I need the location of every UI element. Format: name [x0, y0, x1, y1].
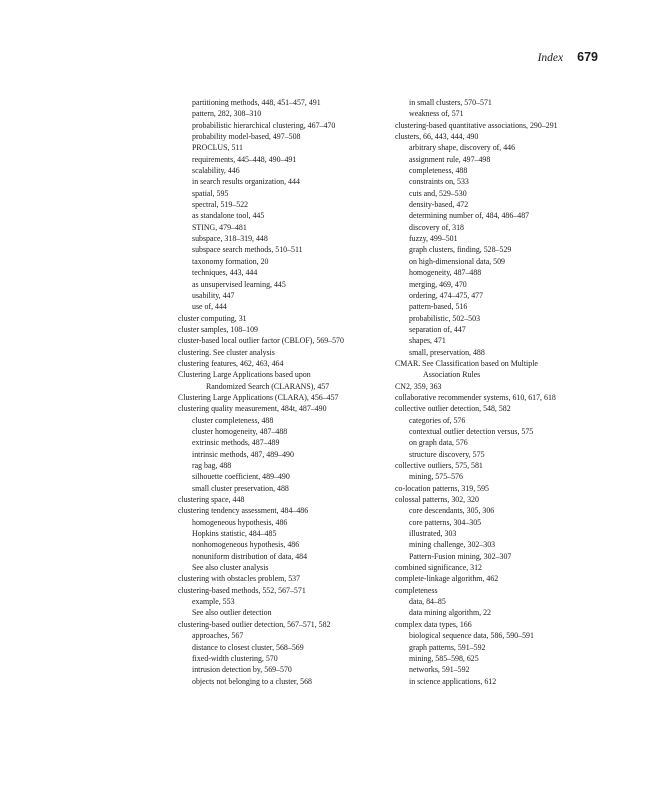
- index-column-right: [395, 97, 610, 687]
- index-entry: CN2, 359, 363: [395, 381, 442, 391]
- index-subentry: on high-dimensional data, 509: [409, 256, 505, 266]
- index-subentry: as standalone tool, 445: [192, 211, 265, 221]
- index-entry: clustering with obstacles problem, 537: [178, 574, 301, 584]
- index-subentry: pattern-based, 516: [409, 302, 468, 312]
- index-subentry: cuts and, 529–530: [409, 188, 467, 198]
- index-entry: complete-linkage algorithm, 462: [395, 574, 499, 584]
- index-entry: cluster-based local outlier factor (CBLOF), 569–570: [178, 336, 344, 346]
- index-subentry: extrinsic methods, 487–489: [192, 438, 280, 448]
- index-entry: Clustering Large Applications based upon: [178, 370, 311, 380]
- index-subentry: graph clusters, finding, 528–529: [409, 245, 512, 255]
- index-subentry: in search results organization, 444: [192, 177, 300, 187]
- index-entry: clustering-based methods, 552, 567–571: [178, 585, 306, 595]
- index-entry: clustering tendency assessment, 484–486: [178, 506, 309, 516]
- index-subentry: categories of, 576: [409, 415, 466, 425]
- index-subentry: techniques, 443, 444: [192, 268, 258, 278]
- index-subentry: taxonomy formation, 20: [192, 256, 269, 266]
- index-entry: clustering quality measurement, 484t, 487–490: [178, 404, 327, 414]
- index-subentry: small cluster preservation, 488: [192, 483, 289, 493]
- index-entry: complex data types, 166: [395, 619, 472, 629]
- index-entry: clustering-based outlier detection, 567–571, 582: [178, 619, 331, 629]
- index-subentry: graph patterns, 591–592: [409, 642, 486, 652]
- index-subentry: example, 553: [192, 597, 235, 607]
- index-subentry: arbitrary shape, discovery of, 446: [409, 143, 516, 153]
- index-label: Index: [537, 52, 564, 64]
- index-entry: Clustering Large Applications (CLARA), 456–457: [178, 392, 339, 402]
- index-entry: completeness: [395, 585, 438, 595]
- index-subentry: rag bag, 488: [192, 461, 232, 470]
- index-subentry: in science applications, 612: [409, 676, 497, 686]
- index-subentry: assignment rule, 497–498: [409, 154, 491, 164]
- index-subentry: objects not belonging to a cluster, 568: [192, 676, 312, 686]
- index-entry: co-location patterns, 319, 595: [395, 483, 490, 493]
- index-subentry: contextual outlier detection versus, 575: [409, 426, 534, 436]
- index-subentry: spatial, 595: [192, 188, 229, 198]
- index-subentry: use of, 444: [192, 302, 227, 312]
- index-subentry: data, 84–85: [409, 597, 446, 607]
- index-subentry: on graph data, 576: [409, 438, 468, 448]
- index-subentry: mining challenge, 302–303: [409, 540, 496, 550]
- index-subentry: merging, 469, 470: [409, 279, 467, 289]
- index-subentry: completeness, 488: [409, 166, 468, 176]
- index-subentry: subspace search methods, 510–511: [192, 245, 303, 255]
- index-entry: clustering space, 448: [178, 495, 245, 505]
- index-subentry: constraints on, 533: [409, 177, 469, 187]
- index-subentry: partitioning methods, 448, 451–457, 491: [192, 98, 321, 107]
- index-subentry: biological sequence data, 586, 590–591: [409, 631, 534, 641]
- index-subentry: probabilistic, 502–503: [409, 313, 481, 323]
- index-subentry: structure discovery, 575: [409, 449, 485, 459]
- index-subentry: probabilistic hierarchical clustering, 467–470: [192, 120, 336, 130]
- index-subentry: in small clusters, 570–571: [409, 98, 492, 107]
- index-entry: combined significance, 312: [395, 563, 482, 573]
- index-subentry: intrinsic methods, 487, 489–490: [192, 449, 294, 459]
- index-subentry: as unsupervised learning, 445: [192, 279, 286, 289]
- index-subentry: weakness of, 571: [409, 109, 464, 119]
- index-subentry: discovery of, 318: [409, 222, 465, 232]
- index-subentry: PROCLUS, 511: [192, 143, 244, 153]
- index-subentry: Randomized Search (CLARANS), 457: [206, 381, 330, 391]
- index-subentry: illustrated, 303: [409, 529, 457, 539]
- index-subentry: fuzzy, 499–501: [409, 234, 458, 244]
- index-subentry: probability model-based, 497–508: [192, 132, 301, 142]
- index-subentry: approaches, 567: [192, 631, 244, 641]
- index-subentry: shapes, 471: [409, 336, 446, 346]
- index-entry: CMAR. See Classification based on Multiple: [395, 358, 538, 368]
- index-subentry: scalability, 446: [192, 166, 240, 176]
- index-subentry: cluster completeness, 488: [192, 415, 274, 425]
- index-entry: colossal patterns, 302, 320: [395, 495, 479, 505]
- index-subentry: usability, 447: [192, 290, 235, 300]
- index-entry: clusters, 66, 443, 444, 490: [395, 132, 479, 142]
- index-subentry: data mining algorithm, 22: [409, 608, 491, 618]
- index-entry: clustering. See cluster analysis: [178, 347, 275, 357]
- index-entry: cluster samples, 108–109: [178, 324, 258, 334]
- index-subentry: Hopkins statistic, 484–485: [192, 529, 277, 539]
- index-subentry: Association Rules: [423, 370, 481, 380]
- index-subentry: mining, 585–598, 625: [409, 653, 479, 663]
- running-head: [538, 50, 598, 64]
- index-subentry: homogeneity, 487–488: [409, 268, 482, 278]
- index-subentry: nonuniform distribution of data, 484: [192, 551, 308, 561]
- index-subentry: cluster homogeneity, 487–488: [192, 426, 288, 436]
- index-entry: collective outliers, 575, 581: [395, 461, 483, 470]
- index-subentry: STING, 479–481: [192, 222, 247, 232]
- index-subentry: See also cluster analysis: [192, 563, 269, 573]
- index-subentry: networks, 591–592: [409, 665, 470, 675]
- index-subentry: fixed-width clustering, 570: [192, 653, 278, 663]
- index-entry: collaborative recommender systems, 610, 617, 618: [395, 392, 556, 402]
- index-subentry: core descendants, 305, 306: [409, 506, 495, 516]
- index-subentry: See also outlier detection: [192, 608, 272, 618]
- index-entry: clustering-based quantitative associations, 290–291: [395, 120, 558, 130]
- index-subentry: determining number of, 484, 486–487: [409, 211, 530, 221]
- index-subentry: core patterns, 304–305: [409, 517, 482, 527]
- index-subentry: Pattern-Fusion mining, 302–307: [409, 551, 512, 561]
- index-subentry: nonhomogeneous hypothesis, 486: [192, 540, 300, 550]
- index-subentry: intrusion detection by, 569–570: [192, 665, 292, 675]
- index-subentry: small, preservation, 488: [409, 347, 485, 357]
- index-entry: collective outlier detection, 548, 582: [395, 404, 511, 414]
- index-subentry: ordering, 474–475, 477: [409, 290, 484, 300]
- index-subentry: mining, 575–576: [409, 472, 463, 482]
- index-column-left: [178, 97, 383, 687]
- index-entry: cluster computing, 31: [178, 313, 247, 323]
- index-entry: clustering features, 462, 463, 464: [178, 358, 284, 368]
- page-number: 679: [577, 50, 598, 64]
- index-subentry: requirements, 445–448, 490–491: [192, 154, 297, 164]
- index-subentry: homogeneous hypothesis, 486: [192, 517, 288, 527]
- index-subentry: silhouette coefficient, 489–490: [192, 472, 290, 482]
- index-subentry: subspace, 318–319, 448: [192, 234, 268, 244]
- index-subentry: distance to closest cluster, 568–569: [192, 642, 304, 652]
- index-subentry: density-based, 472: [409, 200, 469, 210]
- index-subentry: pattern, 282, 308–310: [192, 109, 262, 119]
- index-subentry: spectral, 519–522: [192, 200, 249, 210]
- index-subentry: separation of, 447: [409, 324, 466, 334]
